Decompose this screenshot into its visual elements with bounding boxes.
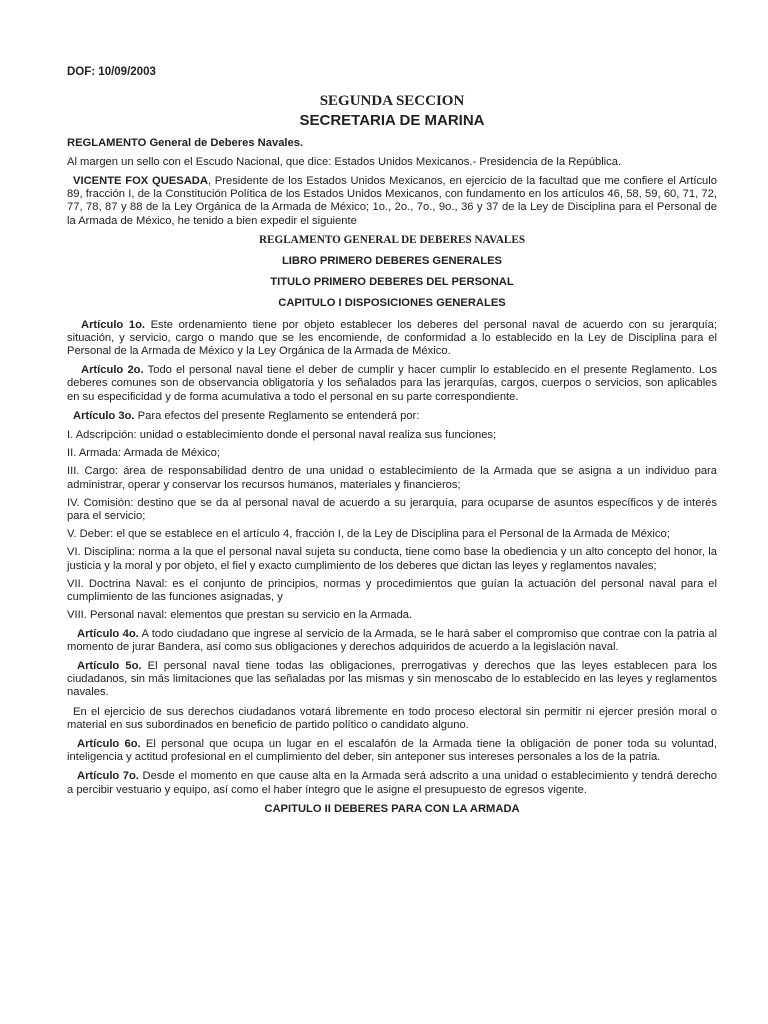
article-5-paragraph-2: En el ejercicio de sus derechos ciudadanos votará libremente en todo proceso electoral sin permitir ni ejercer presión moral o material en sus subordinados en beneficio de partido político o candidato alguno. (67, 705, 717, 731)
article-7 (67, 770, 717, 796)
president-name: VICENTE FOX QUESADA (73, 175, 208, 188)
definition-item: I. Adscripción: unidad o establecimiento donde el personal naval realiza sus funciones; (67, 429, 497, 442)
heading-libro: LIBRO PRIMERO DEBERES GENERALES (281, 255, 503, 268)
article-1 (67, 319, 717, 359)
article-1-label: Artículo 1o. (81, 318, 146, 331)
president-text: , Presidente de los Estados Unidos Mexicanos, en ejercicio de la facultad que me confiere el Artículo 89, fracción I, de la Constitución Política de los Estados Unidos Mexicanos, con fundamento en los artículos 46, 58, 59, 60, 71, 72, 77, 78, 87 y 88 de la Ley Orgánica de la Armada de México; 1o., 2o., 7o., 9o., 36 y 37 de la Ley de Disciplina para el Personal de la Armada de México, he tenido a bien expedir el siguiente (67, 175, 717, 227)
article-3 (67, 410, 717, 423)
regulation-title-rest: General de Deberes Navales. (146, 136, 304, 149)
article-4 (67, 628, 717, 654)
article-4-text: A todo ciudadano que ingrese al servicio de la Armada, se le hará saber el compromiso que contrae con la patria al momento de jurar Bandera, así como sus obligaciones y derechos adquiridos de acuerdo a la legislación naval. (67, 627, 717, 653)
definition-item: III. Cargo: área de responsabilidad dentro de una unidad o establecimiento de la Armada que se asigna a un individuo para administrar, operar y conservar los recursos humanos, materiales y financieros; (67, 465, 717, 491)
definition-item: II. Armada: Armada de México; (67, 447, 220, 460)
heading-capitulo-1: CAPITULO I DISPOSICIONES GENERALES (278, 297, 506, 310)
article-6 (67, 738, 717, 764)
definition-item: VIII. Personal naval: elementos que prestan su servicio en la Armada. (67, 609, 413, 622)
ministry-title: SECRETARIA DE MARINA (299, 112, 485, 130)
article-1-text: Este ordenamiento tiene por objeto establecer los deberes del personal naval de acuerdo con su jerarquía; situación, y servicio, cargo o mando que se les encomiende, de conformidad a lo establecido en la Ley de Disciplina para el Personal de la Armada de México y la Ley Orgánica de la Armada de México. (67, 318, 717, 358)
dof-date: DOF: 10/09/2003 (67, 66, 156, 78)
margin-note: Al margen un sello con el Escudo Nacional, que dice: Estados Unidos Mexicanos.- Presidencia de la República. (67, 155, 622, 168)
document-page (67, 66, 717, 824)
definition-item: V. Deber: el que se establece en el artículo 4, fracción I, de la Ley de Disciplina para el Personal de la Armada de México; (67, 528, 670, 541)
article-2-label: Artículo 2o. (81, 364, 144, 377)
regulation-title (67, 137, 717, 150)
article-6-label: Artículo 6o. (77, 737, 141, 750)
article-3-text: Para efectos del presente Reglamento se entenderá por: (134, 409, 420, 422)
section-title: SEGUNDA SECCION (319, 93, 465, 110)
heading-titulo: TITULO PRIMERO DEBERES DEL PERSONAL (270, 276, 514, 289)
article-5-text: El personal naval tiene todas las obligaciones, prerrogativas y derechos que las leyes establecen para los ciudadanos, sin más limitaciones que las señaladas por las mismas y sin menoscabo de lo establecido en las leyes y reglamentos navales. (67, 659, 717, 699)
article-2-text: Todo el personal naval tiene el deber de cumplir y hacer cumplir lo establecido en el presente Reglamento. Los deberes comunes son de observancia obligatoria y los señalados para las jerarquías, cargos, cuerpos o servicios, son aplicables en su especificidad y de forma acumulativa a todo el personal en su parte correspondiente. (67, 364, 718, 403)
heading-reglamento: REGLAMENTO GENERAL DE DEBERES NAVALES (258, 233, 526, 246)
article-7-text: Desde el momento en que cause alta en la Armada será adscrito a una unidad o establecimiento y tendrá derecho a percibir vestuario y equipo, así como el haber íntegro que le asigne el presupuesto de egresos vigente. (67, 770, 718, 796)
article-6-text: El personal que ocupa un lugar en el escalafón de la Armada tiene la obligación de poner toda su voluntad, inteligencia y actitud profesional en el cumplimiento del deber, sin anteponer sus intereses personales a los de la patria. (67, 737, 717, 764)
article-3-label: Artículo 3o. (73, 409, 135, 422)
definition-item: VII. Doctrina Naval: es el conjunto de principios, normas y procedimientos que guían la actuación del personal naval para el cumplimiento de las funciones asignadas, y (67, 577, 717, 604)
article-4-label: Artículo 4o. (77, 627, 139, 640)
article-7-label: Artículo 7o. (77, 770, 139, 783)
president-paragraph (67, 175, 717, 228)
definition-item: VI. Disciplina: norma a la que el personal naval sujeta su conducta, tiene como base la obediencia y un alto concepto del honor, la justicia y la moral y por objeto, el fiel y exacto cumplimiento de los deberes que dictan las leyes y reglamentos navales; (67, 546, 717, 572)
heading-capitulo-2: CAPITULO II DEBERES PARA CON LA ARMADA (264, 802, 520, 815)
regulation-title-bold: REGLAMENTO (67, 136, 147, 149)
article-2 (67, 364, 717, 404)
definition-item: IV. Comisión: destino que se da al personal naval de acuerdo a su jerarquía, para ocuparse de asuntos específicos y de interés para el servicio; (67, 496, 717, 523)
article-5-label: Artículo 5o. (77, 659, 142, 672)
article-5 (67, 660, 717, 700)
